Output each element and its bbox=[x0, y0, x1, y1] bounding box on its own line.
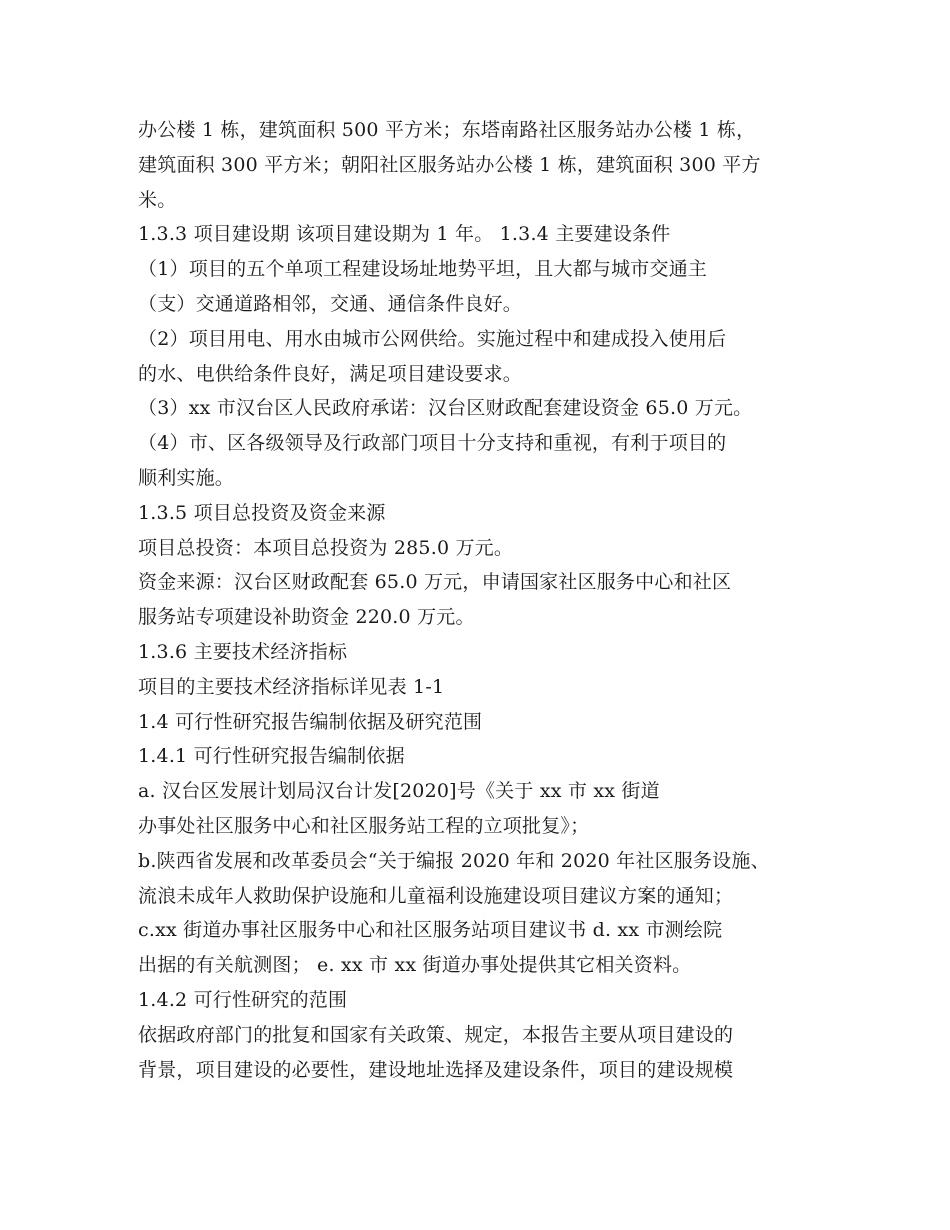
text-line: （4）市、区各级领导及行政部门项目十分支持和重视，有利于项目的 bbox=[138, 432, 727, 455]
text-line: （3）xx 市汉台区人民政府承诺：汉台区财政配套建设资金 65.0 万元。 bbox=[138, 397, 753, 420]
text-line: 建筑面积 300 平方米；朝阳社区服务站办公楼 1 栋，建筑面积 300 平方 bbox=[138, 153, 761, 176]
text-line: a. 汉台区发展计划局汉台计发[2020]号《关于 xx 市 xx 街道 bbox=[138, 780, 660, 803]
text-line: 依据政府部门的批复和国家有关政策、规定，本报告主要从项目建设的 bbox=[138, 1023, 734, 1046]
section-heading-1-3-6: 1.3.6 主要技术经济指标 bbox=[138, 640, 348, 663]
section-heading-1-3-5: 1.3.5 项目总投资及资金来源 bbox=[138, 501, 386, 524]
section-heading-1-4-2: 1.4.2 可行性研究的范围 bbox=[138, 988, 348, 1011]
text-line: 顺利实施。 bbox=[138, 466, 235, 489]
document-page bbox=[138, 113, 828, 1087]
text-line: （支）交通道路相邻，交通、通信条件良好。 bbox=[138, 292, 523, 315]
text-line: b.陕西省发展和改革委员会“关于编报 2020 年和 2020 年社区服务设施、 bbox=[138, 849, 770, 872]
text-line: 资金来源：汉台区财政配套 65.0 万元，申请国家社区服务中心和社区 bbox=[138, 571, 732, 594]
text-line: 项目的主要技术经济指标详见表 1-1 bbox=[138, 675, 445, 698]
text-line: 出据的有关航测图； e. xx 市 xx 街道办事处提供其它相关资料。 bbox=[138, 954, 692, 977]
text-line: 办事处社区服务中心和社区服务站工程的立项批复》； bbox=[138, 814, 590, 837]
text-line: （2）项目用电、用水由城市公网供给。实施过程中和建成投入使用后 bbox=[138, 327, 727, 350]
section-heading-1-4: 1.4 可行性研究报告编制依据及研究范围 bbox=[138, 710, 483, 733]
text-line: 米。 bbox=[138, 188, 177, 211]
text-line: 的水、电供给条件良好，满足项目建设要求。 bbox=[138, 362, 523, 385]
text-line: （1）项目的五个单项工程建设场址地势平坦，且大都与城市交通主 bbox=[138, 258, 708, 281]
text-line: 流浪未成年人救助保护设施和儿童福利设施建设项目建议方案的通知； bbox=[138, 884, 734, 907]
text-line: c.xx 街道办事社区服务中心和社区服务站项目建议书 d. xx 市测绘院 bbox=[138, 919, 723, 942]
text-line: 办公楼 1 栋，建筑面积 500 平方米；东塔南路社区服务站办公楼 1 栋， bbox=[138, 119, 756, 141]
text-line: 背景，项目建设的必要性，建设地址选择及建设条件，项目的建设规模 bbox=[138, 1058, 734, 1081]
section-heading-1-3-3: 1.3.3 项目建设期 该项目建设期为 1 年。 1.3.4 主要建设条件 bbox=[138, 223, 671, 246]
text-line: 项目总投资：本项目总投资为 285.0 万元。 bbox=[138, 536, 514, 559]
text-line: 服务站专项建设补助资金 220.0 万元。 bbox=[138, 606, 475, 629]
section-heading-1-4-1: 1.4.1 可行性研究报告编制依据 bbox=[138, 745, 405, 768]
